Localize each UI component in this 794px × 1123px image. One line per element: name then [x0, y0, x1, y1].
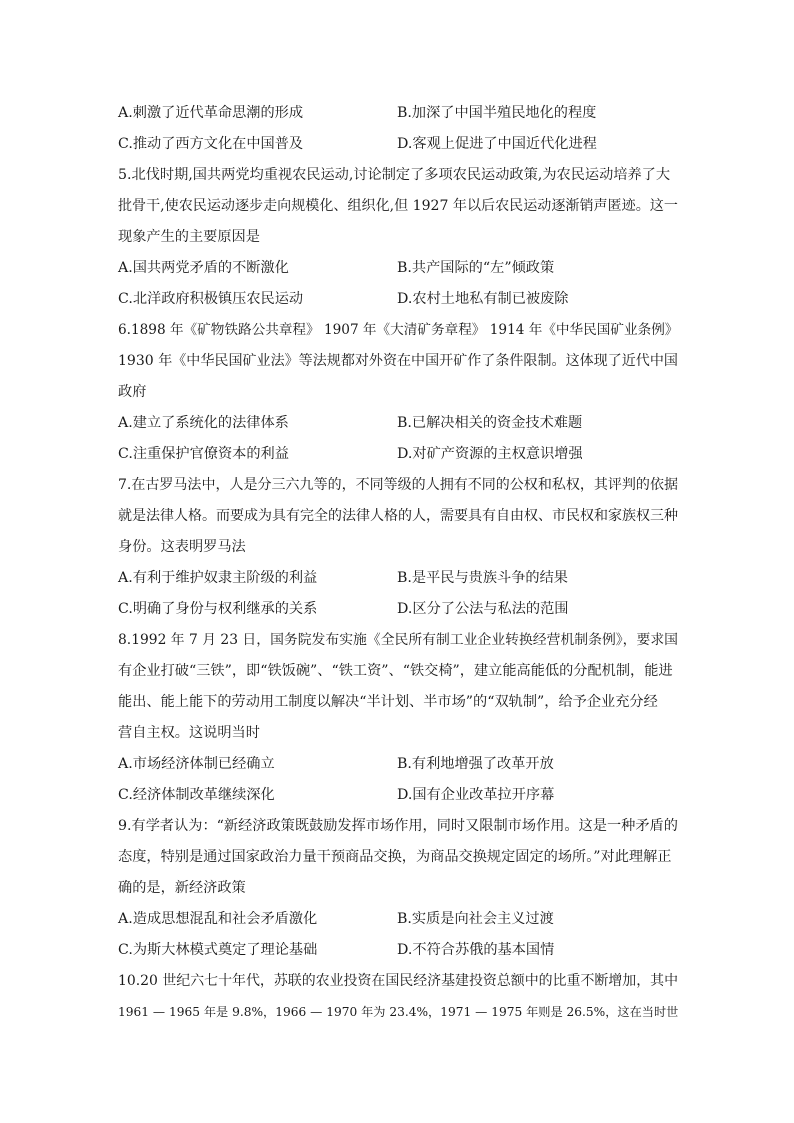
q9-stem-line-1: 9.有学者认为：“新经济政策既鼓励发挥市场作用，同时又限制市场作用。这是一种矛盾的: [118, 818, 678, 834]
q10-stem-line-2: 1961 — 1965 年是 9.8%，1966 — 1970 年为 23.4%，1971 — 1975 年则是 26.5%，这在当时世: [118, 1005, 679, 1019]
q4-options-row2: [118, 129, 678, 160]
q8-stem-line-1: 8.1992 年 7 月 23 日，国务院发布实施《全民所有制工业企业转换经营机制条例》，要求国: [118, 632, 678, 648]
q6-option-a[interactable]: A.建立了系统化的法律体系: [118, 415, 289, 431]
q5-option-c[interactable]: C.北洋政府积极镇压农民运动: [118, 291, 304, 307]
q5-stem-line-3: 现象产生的主要原因是: [118, 229, 260, 245]
q5-option-a[interactable]: A.国共两党矛盾的不断激化: [118, 260, 289, 276]
q6-stem-line-2: 1930 年《中华民国矿业法》等法规都对外资在中国开矿作了条件限制。这体现了近代中国: [118, 353, 678, 369]
exam-page: [118, 98, 678, 1028]
q5-options: [118, 253, 678, 284]
q7-option-c[interactable]: C.明确了身份与权利继承的关系: [118, 601, 318, 617]
q10-stem-line-1: 10.20 世纪六七十年代，苏联的农业投资在国民经济基建投资总额中的比重不断增加，其中: [118, 973, 679, 989]
q4-option-d[interactable]: D.客观上促进了中国近代化进程: [397, 136, 597, 152]
q4-option-b[interactable]: B.加深了中国半殖民地化的程度: [397, 105, 597, 121]
q8-stem-line-2: 有企业打破“三铁”，即“铁饭碗”、“铁工资”、“铁交椅”，建立能高能低的分配机制，能进: [118, 663, 673, 679]
q7-options-row2: [118, 594, 678, 625]
q6-stem-line-3: 政府: [118, 384, 147, 400]
q7-option-b[interactable]: B.是平民与贵族斗争的结果: [397, 570, 568, 586]
q8-option-d[interactable]: D.国有企业改革拉开序幕: [397, 787, 555, 803]
q4-option-a[interactable]: A.刺激了近代革命思潮的形成: [118, 105, 304, 121]
q9-option-d[interactable]: D.不符合苏俄的基本国情: [397, 942, 555, 958]
q4-option-c[interactable]: C.推动了西方文化在中国普及: [118, 136, 304, 152]
q9-options-row2: [118, 935, 678, 966]
q4-options: [118, 98, 678, 129]
q7-stem-line-3: 身份。这表明罗马法: [118, 539, 246, 555]
q7-stem-line-1: 7.在古罗马法中，人是分三六九等的，不同等级的人拥有不同的公权和私权，其评判的依据: [118, 477, 678, 493]
q5-stem-line-1: 5.北伐时期,国共两党均重视农民运动,讨论制定了多项农民运动政策,为农民运动培养了大: [118, 167, 671, 183]
q9-option-c[interactable]: C.为斯大林模式奠定了理论基础: [118, 942, 318, 958]
q9-stem-line-3: 确的是，新经济政策: [118, 880, 246, 896]
q5-stem-line-2: 批骨干,使农民运动逐步走向规模化、组织化,但 1927 年以后农民运动逐渐销声匿迹。这一: [118, 198, 678, 214]
q8-stem-line-3: 能出、能上能下的劳动用工制度以解决“半计划、半市场”的“双轨制”，给予企业充分经: [118, 694, 658, 710]
q8-option-a[interactable]: A.市场经济体制已经确立: [118, 756, 275, 772]
q8-option-b[interactable]: B.有利地增强了改革开放: [397, 756, 554, 772]
q8-options: [118, 749, 678, 780]
q8-options-row2: [118, 780, 678, 811]
q8-stem-line-4: 营自主权。这说明当时: [118, 725, 260, 741]
q6-options-row2: [118, 439, 678, 470]
q6-stem-line-1: 6.1898 年《矿物铁路公共章程》 1907 年《大清矿务章程》 1914 年《中华民国矿业条例》: [118, 322, 679, 338]
q5-option-d[interactable]: D.农村土地私有制已被废除: [397, 291, 569, 307]
q7-options: [118, 563, 678, 594]
q9-option-b[interactable]: B.实质是向社会主义过渡: [397, 911, 554, 927]
q6-option-b[interactable]: B.已解决相关的资金技术难题: [397, 415, 583, 431]
q5-option-b[interactable]: B.共产国际的“左”倾政策: [397, 260, 555, 276]
q6-options: [118, 408, 678, 439]
q7-option-a[interactable]: A.有利于维护奴隶主阶级的利益: [118, 570, 318, 586]
q6-option-c[interactable]: C.注重保护官僚资本的利益: [118, 446, 289, 462]
q5-options-row2: [118, 284, 678, 315]
q6-option-d[interactable]: D.对矿产资源的主权意识增强: [397, 446, 583, 462]
q8-option-c[interactable]: C.经济体制改革继续深化: [118, 787, 275, 803]
q9-stem-line-2: 态度，特别是通过国家政治力量干预商品交换，为商品交换规定固定的场所。”对此理解正: [118, 849, 672, 865]
q9-option-a[interactable]: A.造成思想混乱和社会矛盾激化: [118, 911, 318, 927]
q9-options: [118, 904, 678, 935]
q7-option-d[interactable]: D.区分了公法与私法的范围: [397, 601, 569, 617]
q7-stem-line-2: 就是法律人格。而要成为具有完全的法律人格的人，需要具有自由权、市民权和家族权三种: [118, 508, 678, 524]
